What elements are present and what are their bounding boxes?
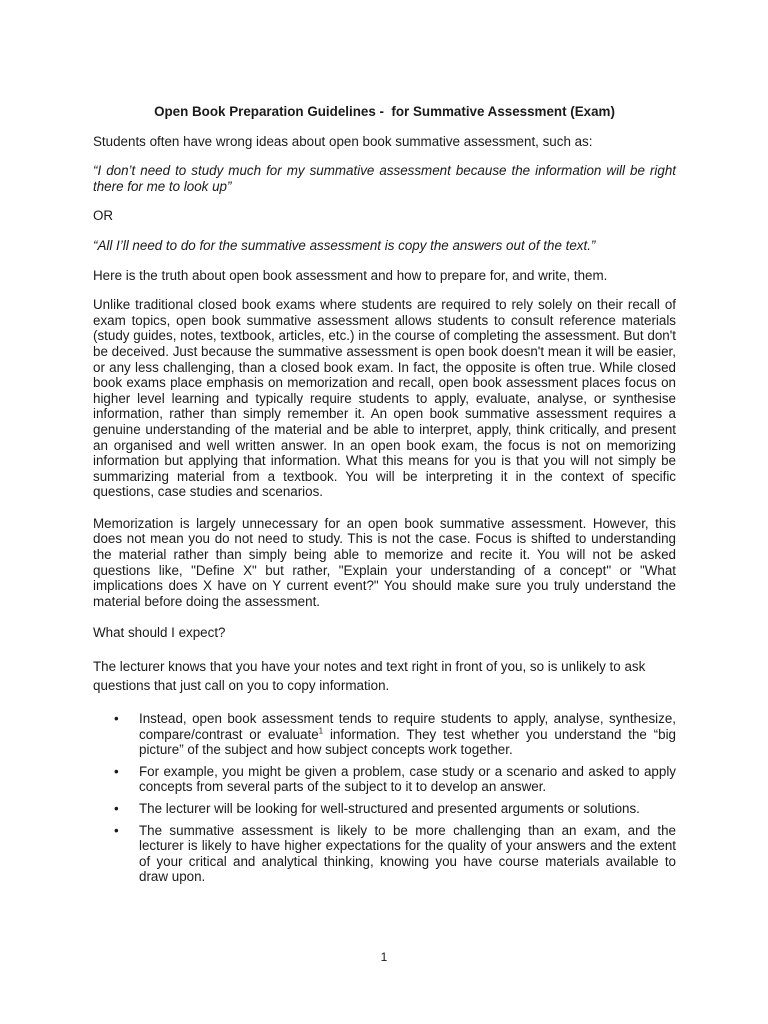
quote-one: “I don’t need to study much for my summative assessment because the information will be right there for me to look up” (93, 163, 676, 194)
document-title: Open Book Preparation Guidelines - for Summative Assessment (Exam) (154, 104, 615, 119)
bullet-icon: • (114, 822, 119, 838)
lecturer-line-2: questions that just call on you to copy information. (93, 678, 390, 694)
footnote-marker: 1 (318, 726, 324, 736)
bullet-1-text-b: information. They test whether you understand the “big picture” of the subject and how subject concepts work together. (139, 726, 676, 758)
list-item (93, 801, 676, 817)
body-paragraph-2: Memorization is largely unnecessary for an open book summative assessment. However, this does not mean you do not need to study. This is not the case. Focus is shifted to understanding the material rather than simply being able to memorize and recite it. You will not be asked questions like, "Define X" but rather, "Explain your understanding of a concept" or "What implications does X have on Y current event?" You should make sure you truly understand the material before doing the assessment. (93, 515, 676, 609)
or-label: OR (93, 208, 114, 224)
list-item (93, 711, 676, 758)
bullet-3-text: The lecturer will be looking for well-structured and presented arguments or solutions. (139, 801, 640, 816)
body-paragraph-1: Unlike traditional closed book exams where students are required to rely solely on their recall of exam topics, open book summative assessment allows students to consult reference materials (study guides, notes, textbook, articles, etc.) in the course of completing the assessment. But don't be deceived. Just because the summative assessment is open book doesn't mean it will be easier, or any less challenging, than a closed book exam. In fact, the opposite is often true. While closed book exams place emphasis on memorization and recall, open book assessment places focus on higher level learning and typically require students to apply, evaluate, analyse, or synthesise information, rather than simply remember it. An open book summative assessment requires a genuine understanding of the material and be able to interpret, apply, think critically, and present an organised and well written answer. In an open book exam, the focus is not on memorizing information but applying that information. What this means for you is that you will not simply be summarizing material from a textbook. You will be interpreting it in the context of specific questions, case studies and scenarios. (93, 297, 676, 500)
bullet-icon: • (114, 711, 119, 727)
bullet-icon: • (114, 763, 119, 779)
bullet-4-text: The summative assessment is likely to be more challenging than an exam, and the lecturer is likely to have higher expectations for the quality of your answers and the extent of your critical and analytical thinking, knowing you have course materials available to draw upon. (139, 822, 676, 885)
expect-heading: What should I expect? (93, 625, 226, 641)
bullet-icon: • (114, 801, 119, 816)
lecturer-paragraph (93, 657, 676, 695)
intro-paragraph: Students often have wrong ideas about open book summative assessment, such as: (93, 133, 593, 149)
page-number: 1 (380, 950, 388, 964)
quote-two: “All I’ll need to do for the summative assessment is copy the answers out of the text.” (93, 237, 596, 253)
list-item (93, 823, 676, 885)
expectation-list (93, 711, 676, 885)
truth-paragraph: Here is the truth about open book assessment and how to prepare for, and write, them. (93, 267, 608, 283)
bullet-2-text: For example, you might be given a problem, case study or a scenario and asked to apply concepts from several parts of the subject to it to develop an answer. (139, 763, 676, 795)
lecturer-line-1: The lecturer knows that you have your notes and text right in front of you, so is unlikely to ask (93, 659, 646, 675)
list-item (93, 764, 676, 795)
bullet-1-text-a: Instead, open book assessment tends to require students to apply, analyse, synthesize, compare/contrast or evaluate (139, 711, 676, 742)
